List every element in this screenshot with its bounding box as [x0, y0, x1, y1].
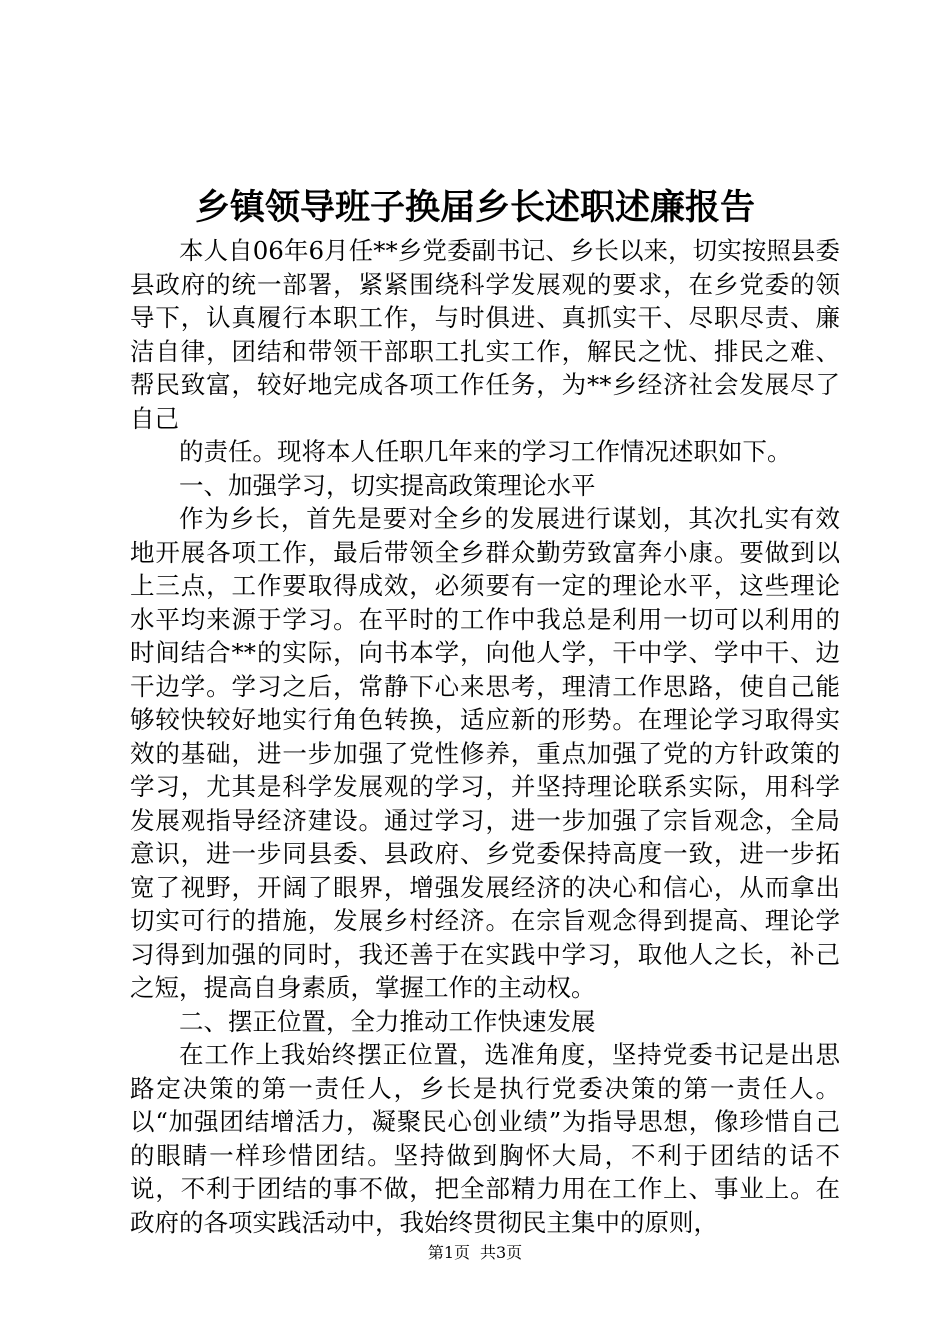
document-body — [130, 234, 840, 1239]
paragraph-intro-continued: 的责任。现将本人任职几年来的学习工作情况述职如下。 — [179, 437, 792, 466]
section-heading-2: 二、摆正位置，全力推动工作快速发展 — [179, 1006, 596, 1036]
page-total: 共3页 — [480, 1243, 523, 1262]
page-number: 第1页 — [427, 1243, 470, 1262]
page-footer — [0, 1242, 950, 1264]
paragraph-section-2: 在工作上我始终摆正位置，选准角度，坚持党委书记是出思路定决策的第一责任人，乡长是执行党委决策的第一责任人。以“加强团结增活力，凝聚民心创业绩”为指导思想，像珍惜自己的眼睛一样珍惜团结。坚持做到胸怀大局，不利于团结的话不说，不利于团结的事不做，把全部精力用在工作上、事业上。在政府的各项实践活动中，我始终贯彻民主集中的原则， — [130, 1040, 840, 1237]
section-heading-1: 一、加强学习，切实提高政策理论水平 — [179, 470, 596, 500]
paragraph-section-1: 作为乡长，首先是要对全乡的发展进行谋划，其次扎实有效地开展各项工作，最后带领全乡群众勤劳致富奔小康。要做到以上三点，工作要取得成效，必须要有一定的理论水平，这些理论水平均来源于学习。在平时的工作中我总是利用一切可以利用的时间结合**的实际，向书本学，向他人学，干中学、学中干、边干边学。学习之后，常静下心来思考，理清工作思路，使自己能够较快较好地实行角色转换，适应新的形势。在理论学习取得实效的基础，进一步加强了党性修养，重点加强了党的方针政策的学习，尤其是科学发展观的学习，并坚持理论联系实际，用科学发展观指导经济建设。通过学习，进一步加强了宗旨观念，全局意识，进一步同县委、县政府、乡党委保持高度一致，进一步拓宽了视野，开阔了眼界，增强发展经济的决心和信心，从而拿出切实可行的措施，发展乡村经济。在宗旨观念得到提高、理论学习得到加强的同时，我还善于在实践中学习，取他人之长，补己之短，提高自身素质，掌握工作的主动权。 — [130, 504, 840, 1002]
paragraph-intro: 本人自06年6月任**乡党委副书记、乡长以来，切实按照县委县政府的统一部署，紧紧围绕科学发展观的要求，在乡党委的领导下，认真履行本职工作，与时俱进、真抓实干、尽职尽责、廉洁自律，团结和带领干部职工扎实工作，解民之忧、排民之难、帮民致富，较好地完成各项工作任务，为**乡经济社会发展尽了自己 — [130, 236, 840, 433]
document-title: 乡镇领导班子换届乡长述职述廉报告 — [194, 187, 755, 228]
